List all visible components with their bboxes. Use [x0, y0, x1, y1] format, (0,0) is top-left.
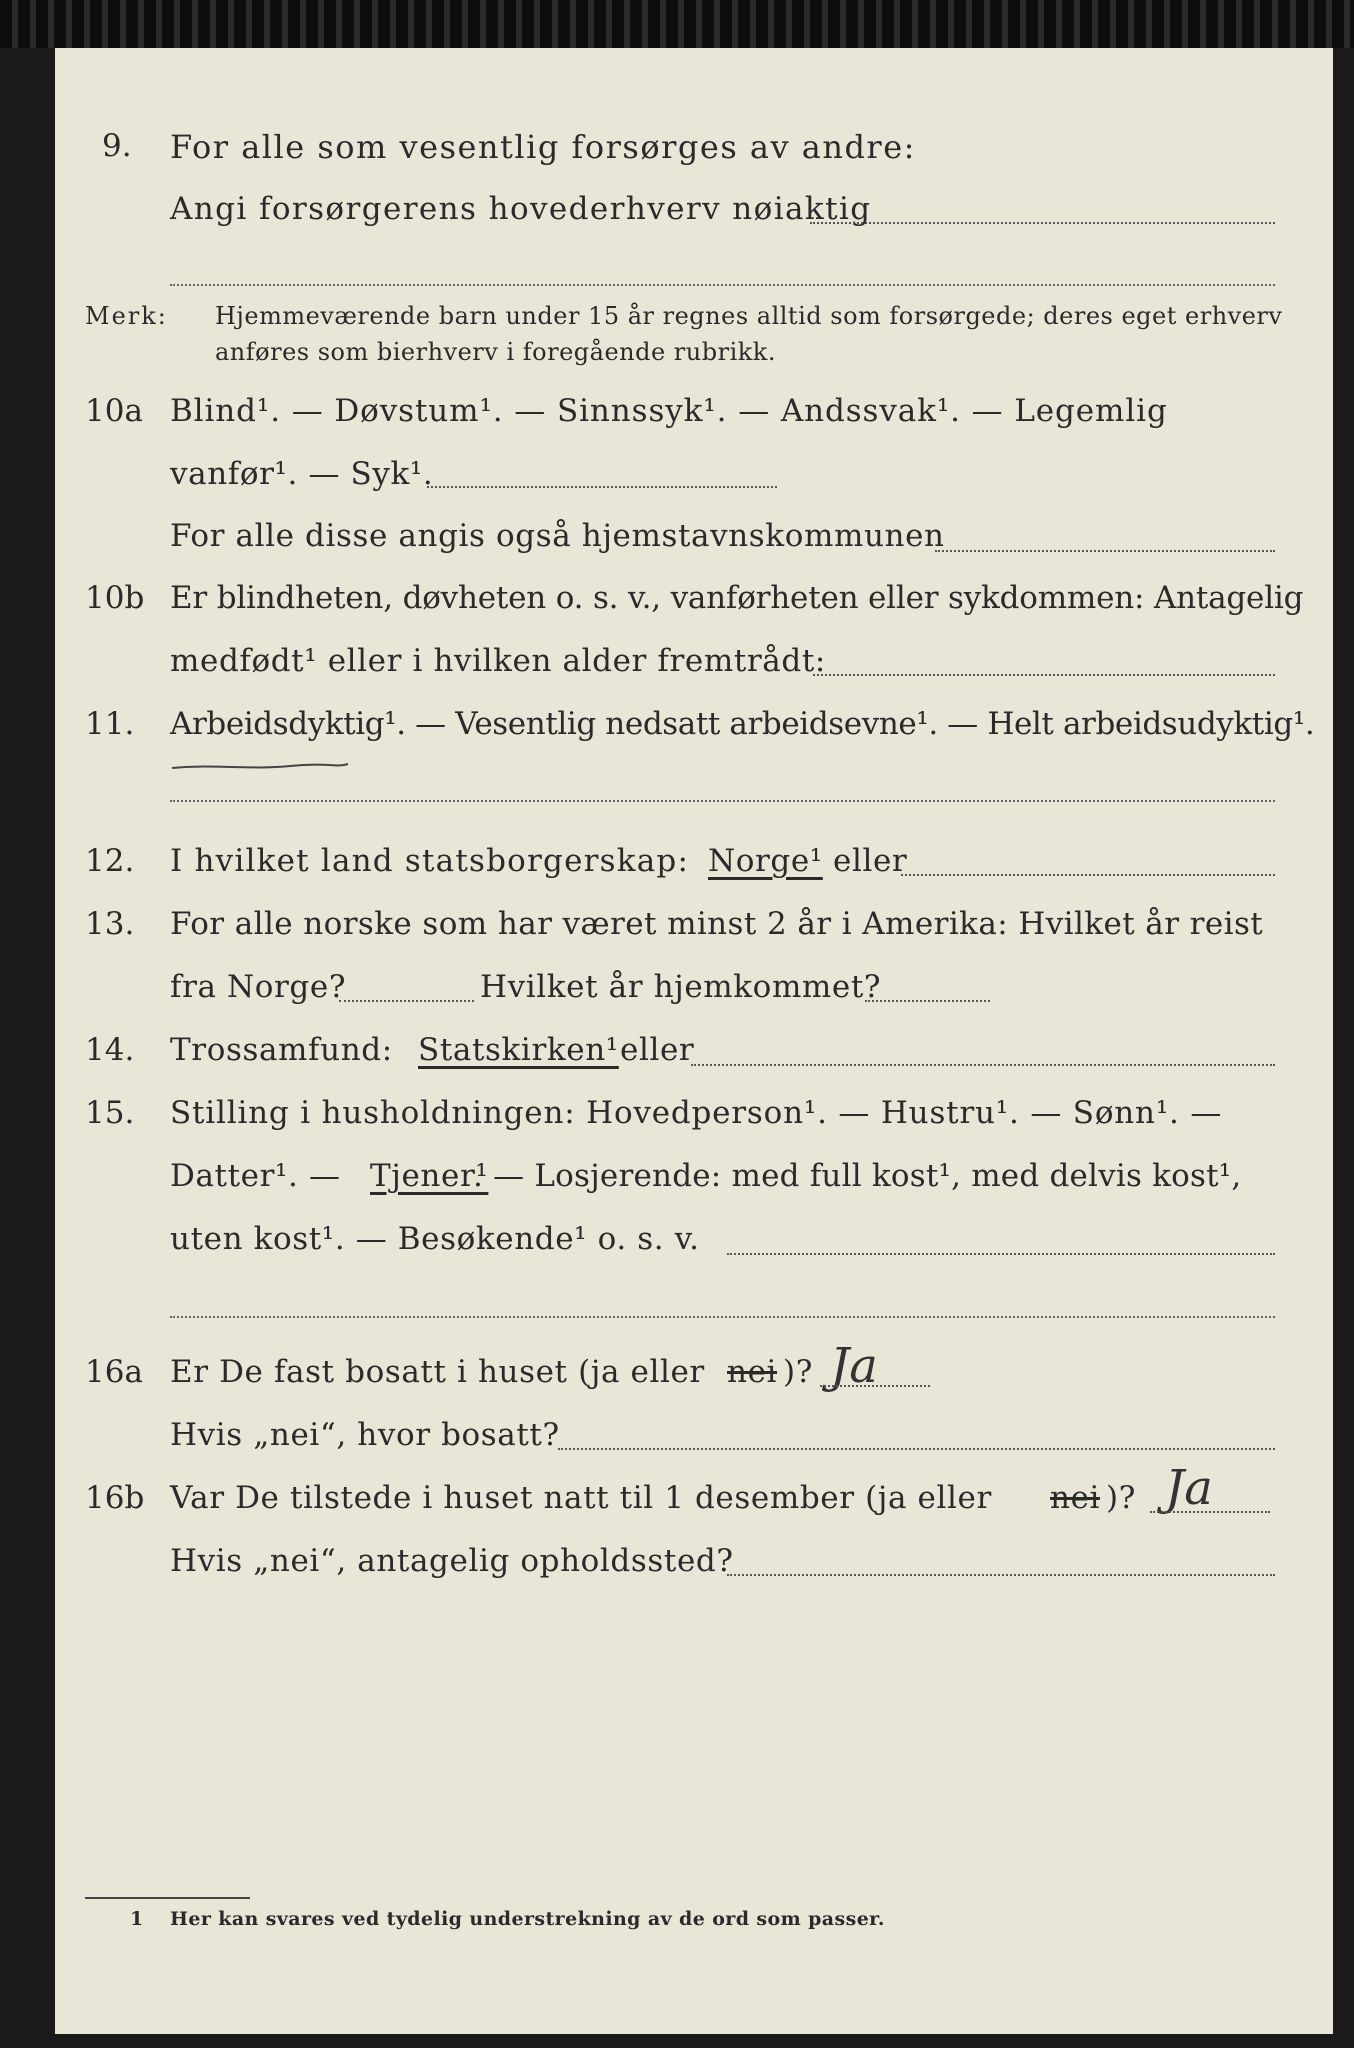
q15-number: 15. — [85, 1095, 135, 1131]
q10a-line3: For alle disse angis også hjemstavnskommunen — [170, 518, 945, 554]
q11-number: 11. — [85, 706, 135, 742]
q11-line1: Arbeidsdyktig¹. — Vesentlig nedsatt arbeidsevne¹. — Helt arbeidsudyktig¹. — [170, 706, 1315, 742]
q9-answer-line[interactable] — [810, 222, 1275, 224]
q15-line1: Stilling i husholdningen: Hovedperson¹. — Hustru¹. — Sønn¹. — — [170, 1095, 1223, 1131]
q16b-line1b: )? — [1106, 1480, 1136, 1516]
q12-answer-line[interactable] — [901, 874, 1275, 876]
q10a-number: 10a — [85, 393, 143, 429]
q12-number: 12. — [85, 843, 135, 879]
q16a-line1b: )? — [783, 1354, 813, 1390]
q11-handwritten-underline — [170, 760, 350, 774]
q11-answer-line[interactable] — [170, 800, 1275, 802]
q10a-syk-answer-line[interactable] — [427, 486, 777, 488]
q12-text-a: I hvilket land statsborgerskap: — [170, 843, 690, 879]
q13-line2b: Hvilket år hjemkommet? — [480, 969, 882, 1005]
q9-answer-line-2[interactable] — [170, 284, 1275, 286]
q12-norge-underlined: Norge¹ — [708, 843, 823, 879]
footnote-rule — [85, 1897, 250, 1899]
q16b-answer-line[interactable] — [1150, 1511, 1270, 1513]
q12-text-b: eller — [833, 843, 908, 879]
q13-hjemkommet-answer-line[interactable] — [865, 1000, 990, 1002]
q16a-number: 16a — [85, 1354, 143, 1390]
q14-answer-line[interactable] — [691, 1064, 1275, 1066]
q15-answer-line[interactable] — [727, 1253, 1275, 1255]
q13-number: 13. — [85, 906, 135, 942]
footnote-mark: 1 — [130, 1908, 144, 1930]
merk-line1: Hjemmeværende barn under 15 år regnes alltid som forsørgede; deres eget erhverv — [215, 302, 1283, 330]
q16a-answer-line[interactable] — [820, 1385, 930, 1387]
merk-line2: anføres som bierhverv i foregående rubrikk. — [215, 338, 776, 366]
q15-line3: uten kost¹. — Besøkende¹ o. s. v. — [170, 1221, 700, 1257]
q15-line2a: Datter¹. — — [170, 1158, 341, 1194]
q9-line2: Angi forsørgerens hovederhverv nøiaktig — [170, 191, 872, 227]
q15-tjener-underlined: Tjener¹ — [370, 1158, 489, 1194]
q10a-line1: Blind¹. — Døvstum¹. — Sinnssyk¹. — Andssvak¹. — Legemlig — [170, 393, 1168, 429]
q13-line1: For alle norske som har været minst 2 år i Amerika: Hvilket år reist — [170, 906, 1264, 942]
q14-number: 14. — [85, 1032, 135, 1068]
footnote-text: Her kan svares ved tydelig understrekning av de ord som passer. — [170, 1908, 885, 1930]
q16a-nei-struck: nei — [727, 1354, 778, 1390]
q16b-nei-struck: nei — [1050, 1480, 1101, 1516]
scan-top-edge — [0, 0, 1354, 48]
census-form-page — [55, 48, 1333, 2034]
q14-statskirken-underlined: Statskirken¹ — [418, 1032, 619, 1068]
q14-text-b: eller — [620, 1032, 695, 1068]
q10a-hjemstavn-answer-line[interactable] — [935, 550, 1275, 552]
q16a-line1a: Er De fast bosatt i huset (ja eller — [170, 1354, 705, 1390]
q16b-handwritten-answer: Ja — [1165, 1460, 1213, 1516]
q16a-line2: Hvis „nei“, hvor bosatt? — [170, 1417, 560, 1453]
q9-number: 9. — [102, 128, 132, 164]
q10b-line1: Er blindheten, døvheten o. s. v., vanførheten eller sykdommen: Antagelig — [170, 580, 1304, 616]
q13-reist-answer-line[interactable] — [339, 1000, 474, 1002]
q16b-line2: Hvis „nei“, antagelig opholdssted? — [170, 1543, 734, 1579]
q16b-opholdssted-answer-line[interactable] — [727, 1574, 1275, 1576]
q16b-number: 16b — [85, 1480, 145, 1516]
q15-answer-line-2[interactable] — [170, 1316, 1275, 1318]
merk-label: Merk: — [85, 302, 168, 330]
q13-line2a: fra Norge? — [170, 969, 347, 1005]
q15-line2b: . — Losjerende: med full kost¹, med delvis kost¹, — [473, 1158, 1242, 1194]
q14-text-a: Trossamfund: — [170, 1032, 393, 1068]
q16a-handwritten-answer: Ja — [830, 1338, 878, 1394]
q10b-number: 10b — [85, 580, 145, 616]
q9-line1: For alle som vesentlig forsørges av andre: — [170, 128, 916, 166]
q10b-line2: medfødt¹ eller i hvilken alder fremtrådt: — [170, 643, 826, 679]
q16a-bosatt-answer-line[interactable] — [558, 1448, 1275, 1450]
q10b-answer-line[interactable] — [813, 674, 1275, 676]
q16b-line1a: Var De tilstede i huset natt til 1 desember (ja eller — [170, 1480, 992, 1516]
q10a-line2: vanfør¹. — Syk¹. — [170, 456, 434, 492]
